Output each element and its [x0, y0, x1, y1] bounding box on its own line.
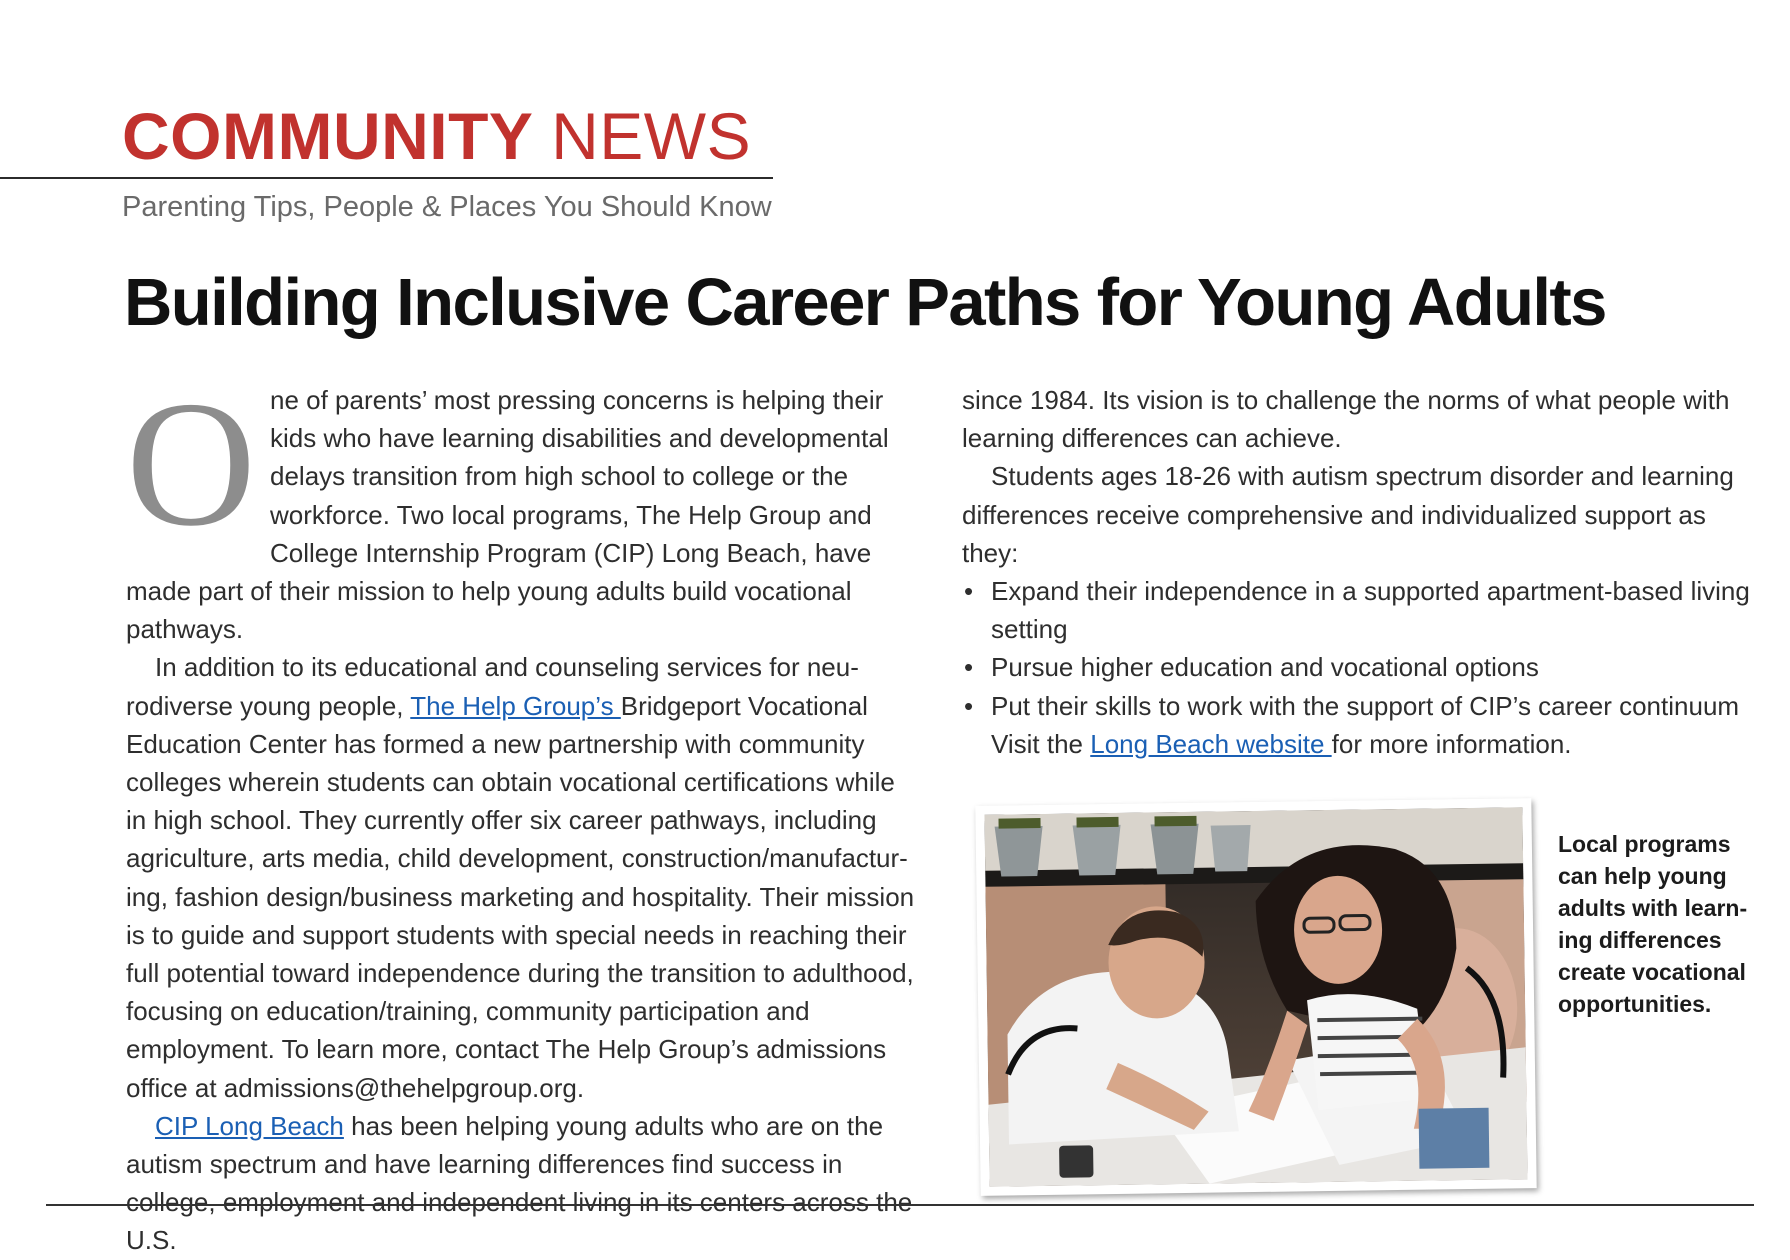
support-list	[962, 572, 1762, 725]
paragraph-students: Students ages 18-26 with autism spectrum disorder and learning differences receive comprehensive and individualized support as they:	[962, 461, 1734, 568]
help-group-link[interactable]: The Help Group’s	[410, 690, 621, 721]
article-photo	[975, 798, 1536, 1196]
paragraph-intro-text: ne of parents’ most pressing concerns is helping their kids who have learning disabilities and developmental delays transition from high school to college or the workforce. Two local programs, The Help Group and College Internship Program (CIP) Long Beach, have made part of their mission to help young adults build vocational pathways.	[126, 385, 889, 645]
article-title: Building Inclusive Career Paths for Young Adults	[124, 265, 1606, 340]
paragraph-help-group	[126, 648, 919, 1106]
photo-caption: Local programs can help young adults with learning differences create vocational opportunities.	[1558, 831, 1748, 1017]
section-header	[122, 99, 752, 173]
paragraph-intro	[126, 364, 919, 648]
list-item: • Put their skills to work with the support of CIP’s career continuum	[962, 687, 1762, 725]
cip-long-beach-link[interactable]: CIP Long Beach	[155, 1110, 344, 1141]
list-item: • Pursue higher education and vocational options	[962, 648, 1762, 686]
article-column-right	[962, 381, 1762, 763]
visit-tail: for more information.	[1331, 728, 1572, 759]
paragraph-visit	[962, 725, 1762, 763]
paragraph-help-group-lead: In addition to its educational and counseling services for neurodiverse young people,	[126, 652, 859, 721]
paragraph-help-group-body: Bridgeport Vocational Education Center has formed a new partnership with community colleges wherein students can obtain vocational certifications while in high school. They currently offer six career pathways, including agriculture, arts media, child development, construction/manufacturing, fashion design/business marketing and hospitality. Their mission is to guide and support students with special needs in reaching their full potential toward independence during the transition to adulthood, focusing on education/training, community participation and employment. To learn more, contact The Help Group’s admissions office at admissions@thehelpgroup.org.	[126, 690, 915, 1103]
paragraph-cip	[126, 1107, 919, 1260]
list-item: • Expand their independence in a supported apartment-based living setting	[962, 572, 1762, 648]
footer-rule	[46, 1204, 1754, 1206]
photo-illustration	[984, 807, 1527, 1186]
section-kicker-bold: COMMUNITY	[122, 99, 533, 173]
section-subhead: Parenting Tips, People & Places You Should Know	[122, 191, 772, 223]
section-kicker-light: NEWS	[551, 99, 752, 173]
article-column-left	[126, 364, 919, 1260]
visit-lead: Visit the	[991, 728, 1091, 759]
header-rule	[0, 177, 773, 179]
drop-cap: O	[126, 364, 256, 563]
paragraph-vision: since 1984. Its vision is to challenge the norms of what people with learning differences can achieve.	[962, 385, 1730, 454]
long-beach-website-link[interactable]: Long Beach website	[1090, 728, 1332, 759]
paragraph-cip-body: has been helping young adults who are on the autism spectrum and have learning differences find success in college, employment and independent living in its centers across the U.S.	[126, 1110, 913, 1256]
